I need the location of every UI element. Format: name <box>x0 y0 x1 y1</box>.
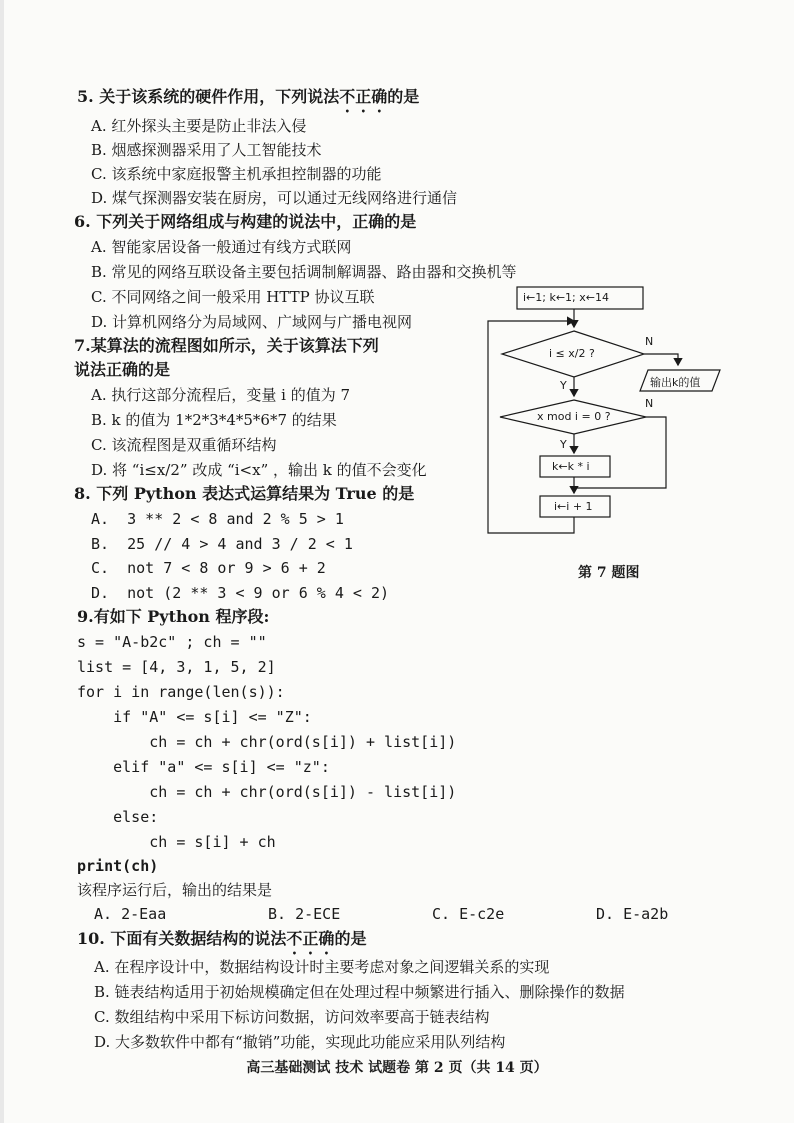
q9-code-line-10: print(ch) <box>77 857 159 875</box>
flow-cond2-no: N <box>645 397 654 410</box>
q6-option-b: B. 常见的网络互联设备主要包括调制解调器、路由器和交换机等 <box>91 263 517 281</box>
q8-option-c: C. not 7 < 8 or 9 > 6 + 2 <box>91 559 326 577</box>
flow-step2-label: i←i + 1 <box>554 500 593 513</box>
flow-step1-label: k←k * i <box>552 460 590 473</box>
scan-edge <box>0 0 4 1123</box>
flow-cond2-yes: Y <box>560 438 567 451</box>
question-7-stem-line2: 说法正确的是 <box>74 360 171 379</box>
q10-option-c: C. 数组结构中采用下标访问数据，访问效率要高于链表结构 <box>94 1008 490 1026</box>
q5-option-a: A. 红外探头主要是防止非法入侵 <box>91 117 307 135</box>
q9-code-line-3: for i in range(len(s)): <box>77 683 285 701</box>
q9-code-line-2: list = [4, 3, 1, 5, 2] <box>77 658 276 676</box>
q6-option-a: A. 智能家居设备一般通过有线方式联网 <box>91 238 352 256</box>
q6-option-c: C. 不同网络之间一般采用 HTTP 协议互联 <box>91 288 375 306</box>
q9-code-line-1: s = "A-b2c" ; ch = "" <box>77 633 267 651</box>
q9-code-line-7: ch = ch + chr(ord(s[i]) - list[i]) <box>77 783 457 801</box>
q9-code-line-9: ch = s[i] + ch <box>77 833 276 851</box>
flow-cond1-label: i ≤ x/2 ? <box>549 347 595 360</box>
q7-option-c: C. 该流程图是双重循环结构 <box>91 436 277 454</box>
question-9-stem: 9.有如下 Python 程序段: <box>77 607 270 626</box>
q9-answer-a: A. 2-Eaa <box>94 905 167 923</box>
q9-code-line-6: elif "a" <= s[i] <= "z": <box>77 758 330 776</box>
q9-answer-b: B. 2-ECE <box>268 905 341 923</box>
page-footer: 高三基础测试 技术 试题卷 第 2 页（共 14 页） <box>246 1060 548 1076</box>
q9-answer-c: C. E-c2e <box>432 905 505 923</box>
q5-option-c: C. 该系统中家庭报警主机承担控制器的功能 <box>91 165 382 183</box>
q10-option-a: A. 在程序设计中，数据结构设计时主要考虑对象之间逻辑关系的实现 <box>94 958 550 976</box>
q9-code-line-8: else: <box>77 808 159 826</box>
question-6-stem: 6. 下列关于网络组成与构建的说法中，正确的是 <box>74 212 417 231</box>
q9-code-line-4: if "A" <= s[i] <= "Z": <box>77 708 312 726</box>
figure-7-caption: 第 7 题图 <box>578 565 640 581</box>
q8-option-b: B. 25 // 4 > 4 and 3 / 2 < 1 <box>91 535 353 553</box>
flowchart-lines <box>480 283 780 553</box>
q9-after-text: 该程序运行后，输出的结果是 <box>77 881 273 899</box>
flow-cond1-yes: Y <box>560 379 567 392</box>
question-5-stem: 5. 关于该系统的硬件作用，下列说法不正确的是 <box>77 87 420 106</box>
question-10-stem: 10. 下面有关数据结构的说法不正确的是 <box>77 929 367 948</box>
flow-cond2-label: x mod i = 0 ? <box>537 410 611 423</box>
question-8-stem: 8. 下列 Python 表达式运算结果为 True 的是 <box>74 484 415 503</box>
q10-option-b: B. 链表结构适用于初始规模确定但在处理过程中频繁进行插入、删除操作的数据 <box>94 983 625 1001</box>
q7-option-d: D. 将 “i≤x/2” 改成 “i<x” ，输出 k 的值不会变化 <box>91 461 427 479</box>
q5-option-d: D. 煤气探测器安装在厨房，可以通过无线网络进行通信 <box>91 189 458 207</box>
flow-init-label: i←1; k←1; x←14 <box>523 291 609 304</box>
question-7-stem-line1: 7.某算法的流程图如所示，关于该算法下列 <box>74 336 379 355</box>
flow-cond1-no: N <box>645 335 654 348</box>
flowchart-q7 <box>480 283 780 553</box>
q5-option-b: B. 烟感探测器采用了人工智能技术 <box>91 141 322 159</box>
q8-option-d: D. not (2 ** 3 < 9 or 6 % 4 < 2) <box>91 584 390 602</box>
flow-output-label: 输出k的值 <box>650 376 701 389</box>
q8-option-a: A. 3 ** 2 < 8 and 2 % 5 > 1 <box>91 510 344 528</box>
q6-option-d: D. 计算机网络分为局域网、广域网与广播电视网 <box>91 313 413 331</box>
q9-answer-d: D. E-a2b <box>596 905 669 923</box>
q7-option-a: A. 执行这部分流程后，变量 i 的值为 7 <box>91 386 351 404</box>
q9-code-line-5: ch = ch + chr(ord(s[i]) + list[i]) <box>77 733 457 751</box>
q10-option-d: D. 大多数软件中都有“撤销”功能，实现此功能应采用队列结构 <box>94 1033 506 1051</box>
q7-option-b: B. k 的值为 1*2*3*4*5*6*7 的结果 <box>91 411 337 429</box>
